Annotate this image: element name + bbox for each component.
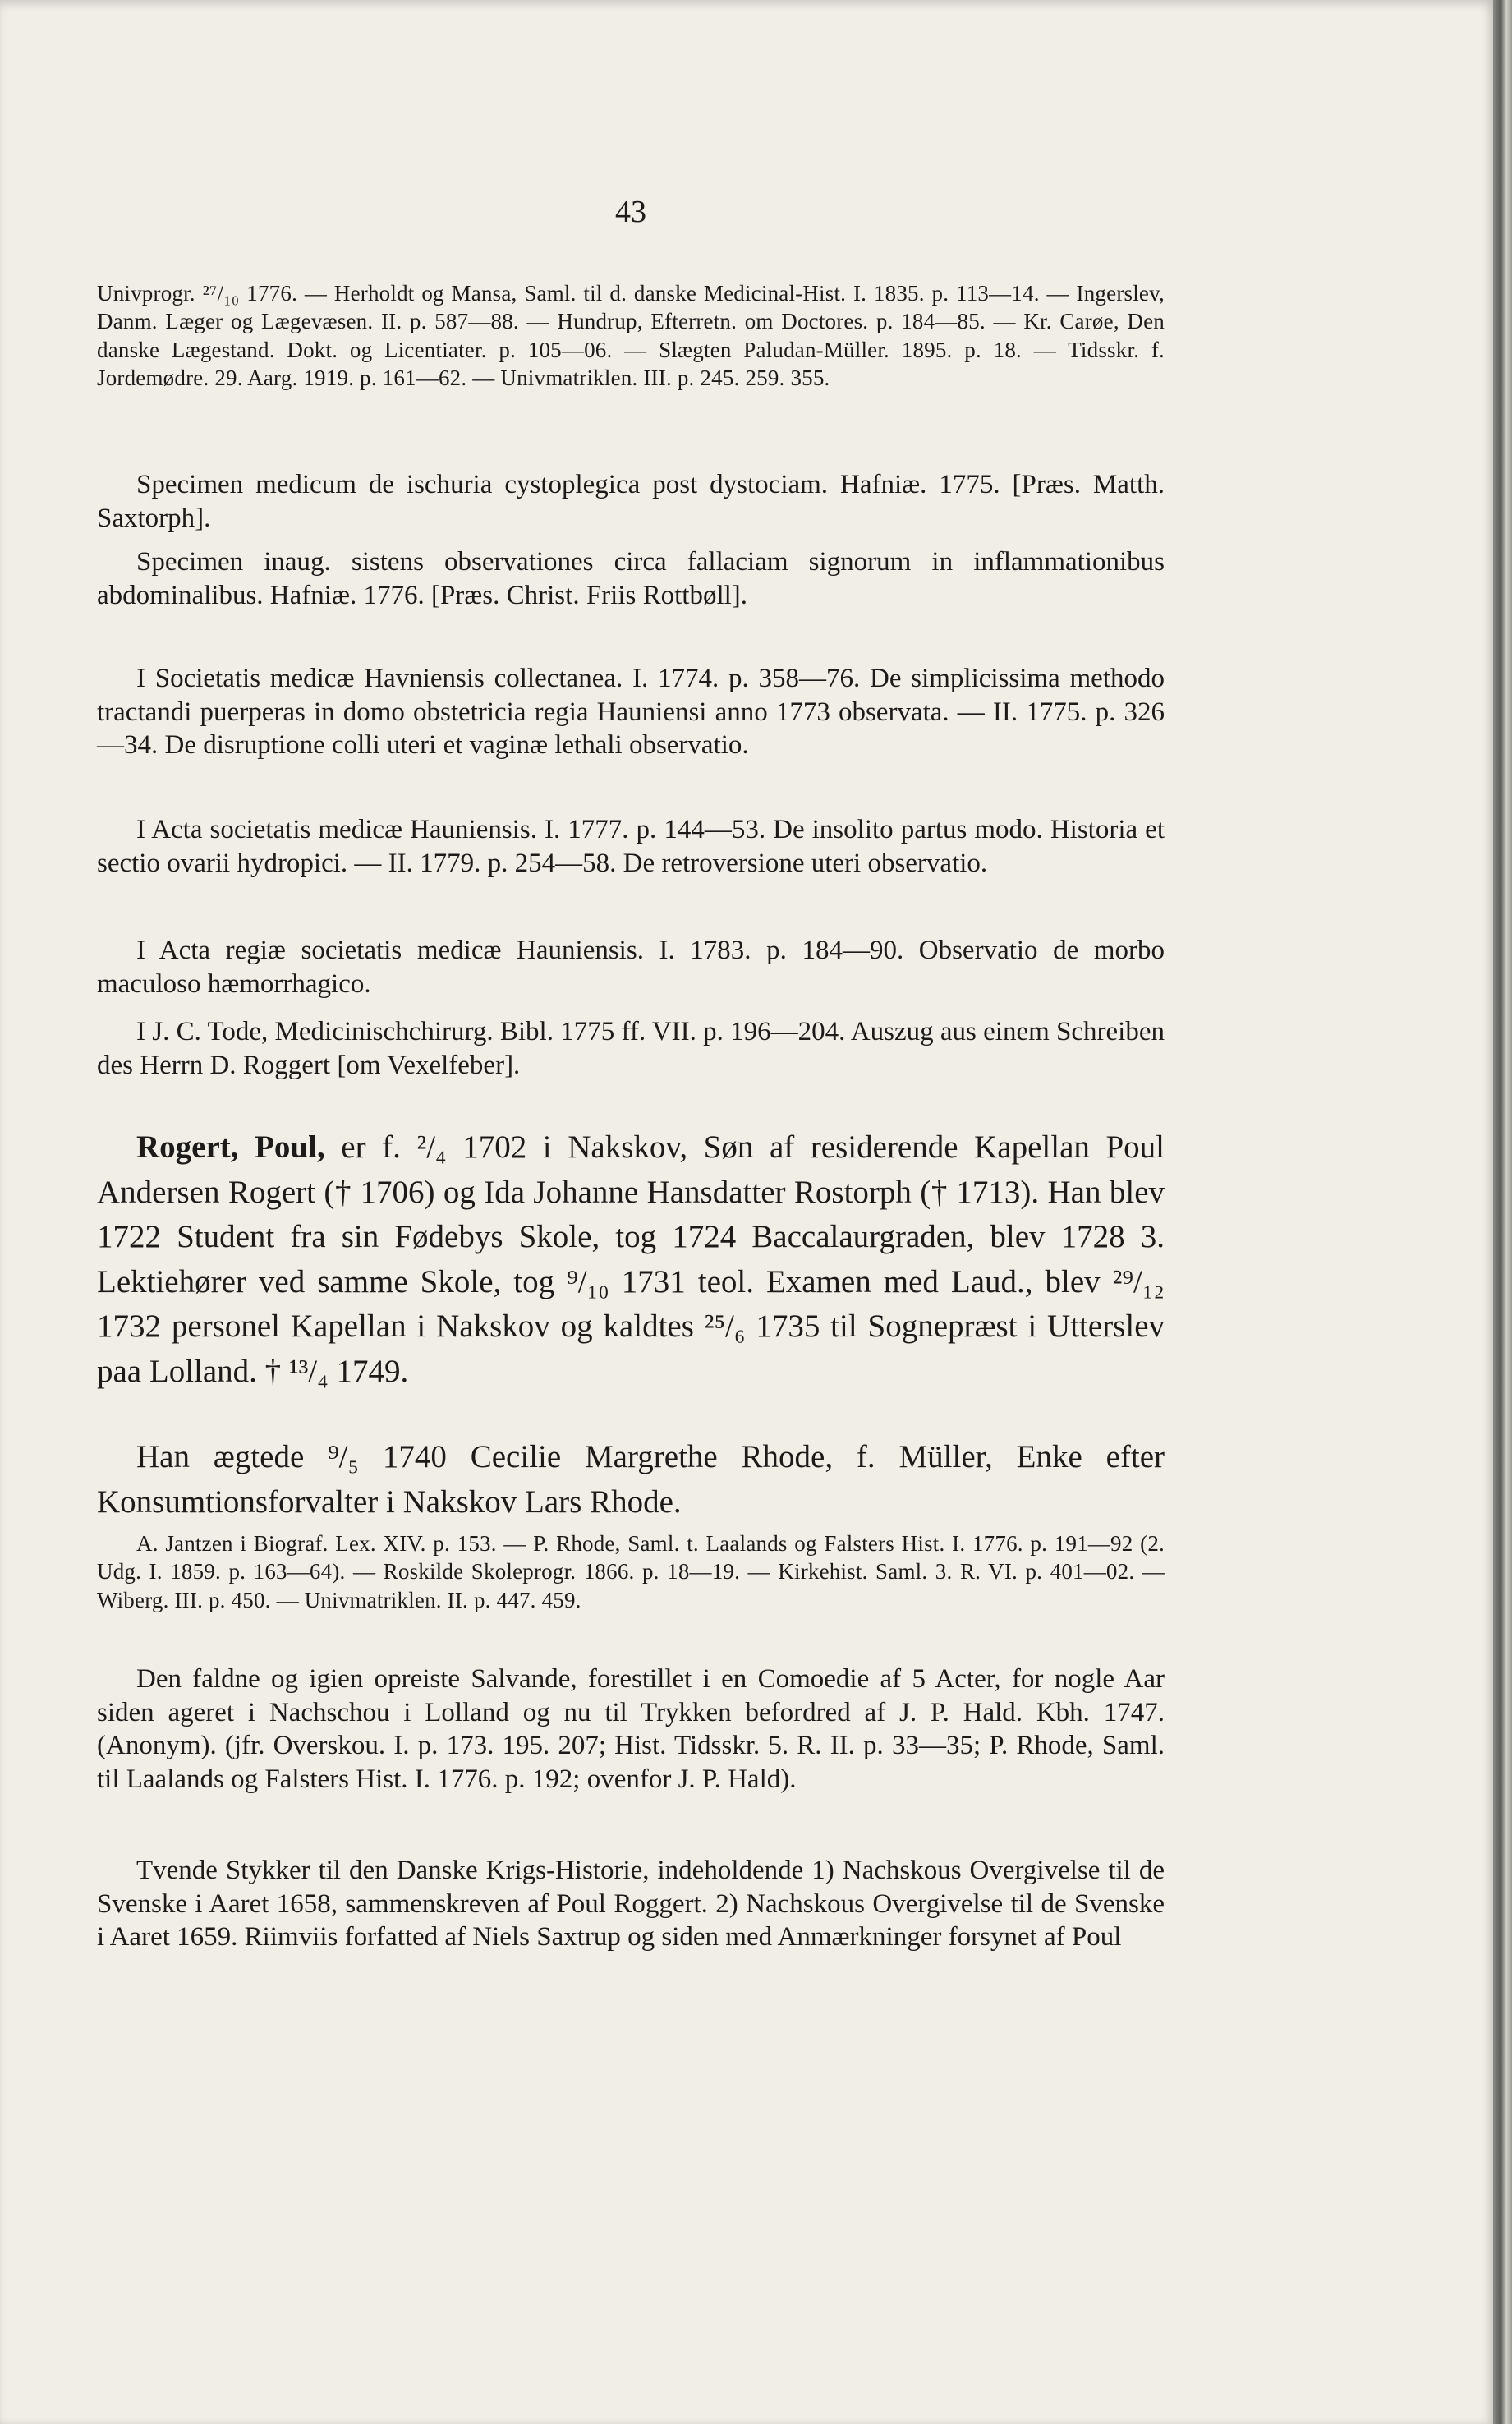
page-number: 43 [615,195,646,229]
work-entry: I Acta societatis medicæ Hauniensis. I. 1777. p. 144—53. De insolito partus modo. Historia et sectio ovarii hydropici. — II. 1779. p. 254—58. De retroversione uteri observatio. [97,815,1165,878]
work-entry: Specimen medicum de ischuria cystoplegica post dystociam. Hafniæ. 1775. [Præs. Matth. Saxtorph]. [97,470,1165,533]
references-paragraph: A. Jantzen i Biograf. Lex. XIV. p. 153. — P. Rhode, Saml. t. Laalands og Falsters Hist. I. 1776. p. 191—92 (2. Udg. I. 1859. p. 163—64). — Roskilde Skoleprogr. 1866. p. 18—19. — Kirkehist. Saml. 3. R. VI. p. 401—02. — Wiberg. III. p. 450. — Univmatriklen. II. p. 447. 459. [97,1531,1165,1612]
entry-headword: Rogert, Poul, [136,1129,325,1165]
work-entry: Tvende Stykker til den Danske Krigs-Historie, indeholdende 1) Nachskous Overgivelse til de Svenske i Aaret 1658, sammenskreven af Poul Roggert. 2) Nachskous Overgivelse til de Svenske i Aaret 1659. Riimviis forfatted af Niels Saxtrup og siden med Anmærkninger forsynet af Poul [97,1856,1165,1953]
book-spine-edge [1493,0,1512,2424]
work-entry: Specimen inaug. sistens observationes circa fallaciam signorum in inflammationibus abdominalibus. Hafniæ. 1776. [Præs. Christ. Friis Rottbøll]. [97,547,1165,610]
biography-entry [97,1125,1165,1395]
work-entry: Den faldne og igien opreiste Salvande, forestillet i en Comoedie af 5 Acter, for nogle Aar siden ageret i Nachschou i Lolland og nu til Trykken befordred af J. P. Hald. Kbh. 1747. (Anonym). (jfr. Overskou. I. p. 173. 195. 207; Hist. Tidsskr. 5. R. II. p. 33—35; P. Rhode, Saml. til Laalands og Falsters Hist. I. 1776. p. 192; ovenfor J. P. Hald). [97,1664,1165,1794]
work-entry: I Acta regiæ societatis medicæ Hauniensis. I. 1783. p. 184—90. Observatio de morbo maculoso hæmorrhagico. [97,936,1165,999]
marriage-paragraph: Han ægtede ⁹/₅ 1740 Cecilie Margrethe Rhode, f. Müller, Enke efter Konsumtionsforvalter i Nakskov Lars Rhode. [97,1439,1165,1520]
work-entry: I Societatis medicæ Havniensis collectanea. I. 1774. p. 358—76. De simplicissima methodo tractandi puerperas in domo obstetricia regia Hauniensi anno 1773 observata. — II. 1775. p. 326—34. De disruptione colli uteri et vaginæ lethali observatio. [97,664,1165,761]
references-paragraph: Univprogr. ²⁷/₁₀ 1776. — Herholdt og Mansa, Saml. til d. danske Medicinal-Hist. I. 1835. p. 113—14. — Ingerslev, Danm. Læger og Lægevæsen. II. p. 587—88. — Hundrup, Efterretn. om Doctores. p. 184—85. — Kr. Carøe, Den danske Lægestand. Dokt. og Licentiater. p. 105—06. — Slægten Paludan-Müller. 1895. p. 18. — Tidsskr. f. Jordemødre. 29. Aarg. 1919. p. 161—62. — Univmatriklen. III. p. 245. 259. 355. [97,281,1165,391]
work-entry: I J. C. Tode, Medicinischchirurg. Bibl. 1775 ff. VII. p. 196—204. Auszug aus einem Schreiben des Herrn D. Roggert [om Vexelfeber]. [97,1017,1165,1080]
entry-body: er f. ²/₄ 1702 i Nakskov, Søn af residerende Kapellan Poul Andersen Rogert († 1706) og Ida Johanne Hansdatter Rostorph († 1713). Han blev 1722 Student fra sin Fødebys Skole, tog 1724 Baccalaurgraden, blev 1728 3. Lektiehører ved samme Skole, tog ⁹/₁₀ 1731 teol. Examen med Laud., blev ²⁹/₁₂ 1732 personel Kapellan i Nakskov og kaldtes ²⁵/₆ 1735 til Sognepræst i Utterslev paa Lolland. † ¹³/₄ 1749. [97,1129,1165,1389]
